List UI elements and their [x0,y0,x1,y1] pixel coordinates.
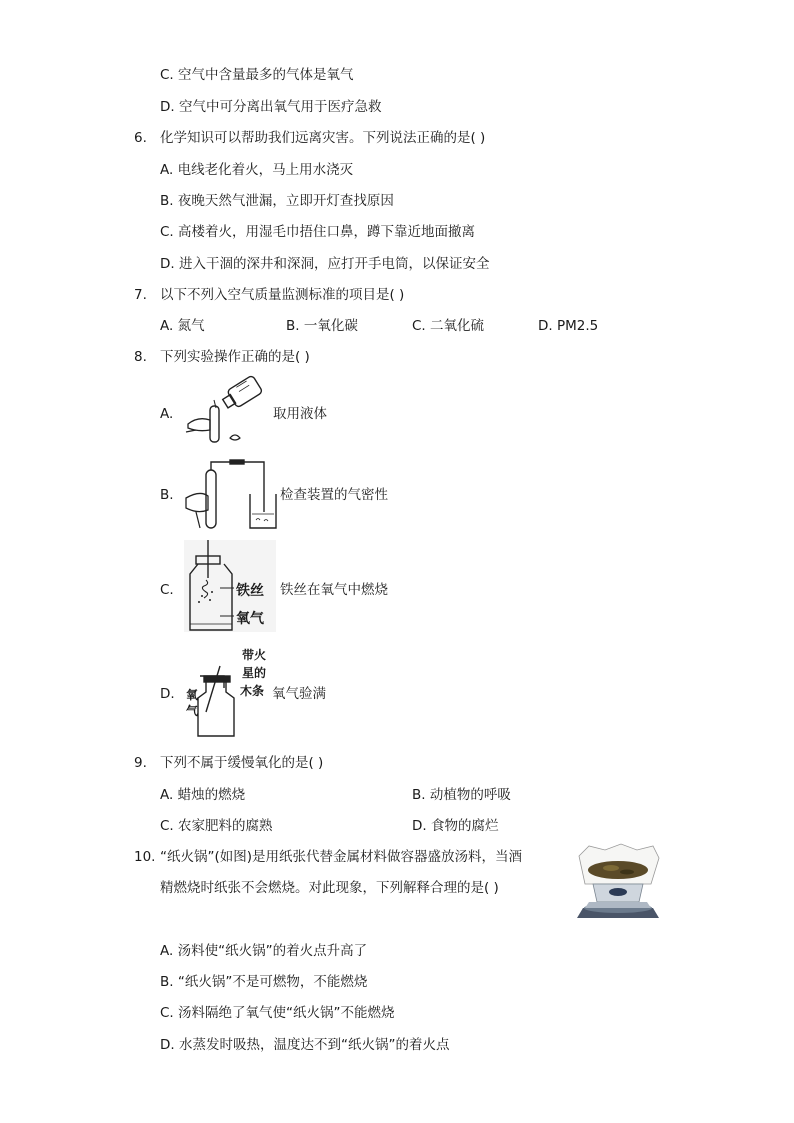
oxygen-label-1: 氧 [186,688,199,702]
q8-option-b-letter: B. [160,487,174,503]
q7-option-d: D. PM2.5 [538,318,599,334]
airtightness-check-figure [182,458,280,534]
q8-option-d-caption: 氧气验满 [272,686,326,702]
iron-wire-burning-figure [184,540,276,632]
q8-option-b-caption: 检查装置的气密性 [280,487,388,503]
stick-label-2: 星的 [242,666,267,680]
q7-stem: 以下不列入空气质量监测标准的项目是( ) [160,287,405,303]
q10-option-b: B. “纸火锅”不是可燃物，不能燃烧 [160,974,368,990]
q8-option-c-caption: 铁丝在氧气中燃烧 [280,582,388,598]
stick-label-3: 木条 [240,684,265,698]
stick-label-1: 带火 [242,648,267,662]
q9-option-c: C. 农家肥料的腐熟 [160,818,273,834]
q10-stem-line1: “纸火锅”(如图)是用纸张代替金属材料做容器盛放汤料，当酒 [160,849,523,865]
q10-stem-line2: 精燃烧时纸张不会燃烧。对此现象，下列解释合理的是( ) [160,880,499,896]
q5-option-c: C. 空气中含量最多的气体是氧气 [160,67,354,83]
q10-option-a: A. 汤料使“纸火锅”的着火点升高了 [160,943,368,959]
q6-stem: 化学知识可以帮助我们远离灾害。下列说法正确的是( ) [160,130,486,146]
oxygen-label: 氧气 [236,611,264,627]
q6-option-b: B. 夜晚天然气泄漏，立即开灯查找原因 [160,193,394,209]
q6-option-d: D. 进入干涸的深井和深洞，应打开手电筒，以保证安全 [160,256,490,272]
q6-option-c: C. 高楼着火，用湿毛巾捂住口鼻，蹲下靠近地面撤离 [160,224,476,240]
q9-number: 9. [134,755,147,771]
q8-option-a-letter: A. [160,406,174,422]
oxygen-full-test-figure [184,648,272,740]
oxygen-label-2: 气 [186,704,199,718]
q6-number: 6. [134,130,147,146]
q6-option-a: A. 电线老化着火，马上用水浇灭 [160,162,354,178]
q10-option-c: C. 汤料隔绝了氧气使“纸火锅”不能燃烧 [160,1005,395,1021]
q7-option-a: A. 氮气 [160,318,205,334]
q10-option-d: D. 水蒸发时吸热，温度达不到“纸火锅”的着火点 [160,1037,450,1053]
q9-option-a: A. 蜡烛的燃烧 [160,787,246,803]
iron-wire-label: 铁丝 [236,583,264,599]
paper-hotpot-photo [575,842,661,926]
q7-option-b: B. 一氧化碳 [286,318,358,334]
q7-number: 7. [134,287,147,303]
q7-option-c: C. 二氧化硫 [412,318,485,334]
q10-number: 10. [134,849,156,865]
q9-option-b: B. 动植物的呼吸 [412,787,511,803]
q8-stem: 下列实验操作正确的是( ) [160,349,310,365]
q9-option-d: D. 食物的腐烂 [412,818,499,834]
q5-option-d: D. 空气中可分离出氧气用于医疗急救 [160,99,382,115]
q8-option-a-caption: 取用液体 [273,406,327,422]
q8-number: 8. [134,349,147,365]
q9-stem: 下列不属于缓慢氧化的是( ) [160,755,324,771]
q8-option-d-letter: D. [160,686,175,702]
pouring-liquid-figure [182,374,274,450]
q8-option-c-letter: C. [160,582,174,598]
